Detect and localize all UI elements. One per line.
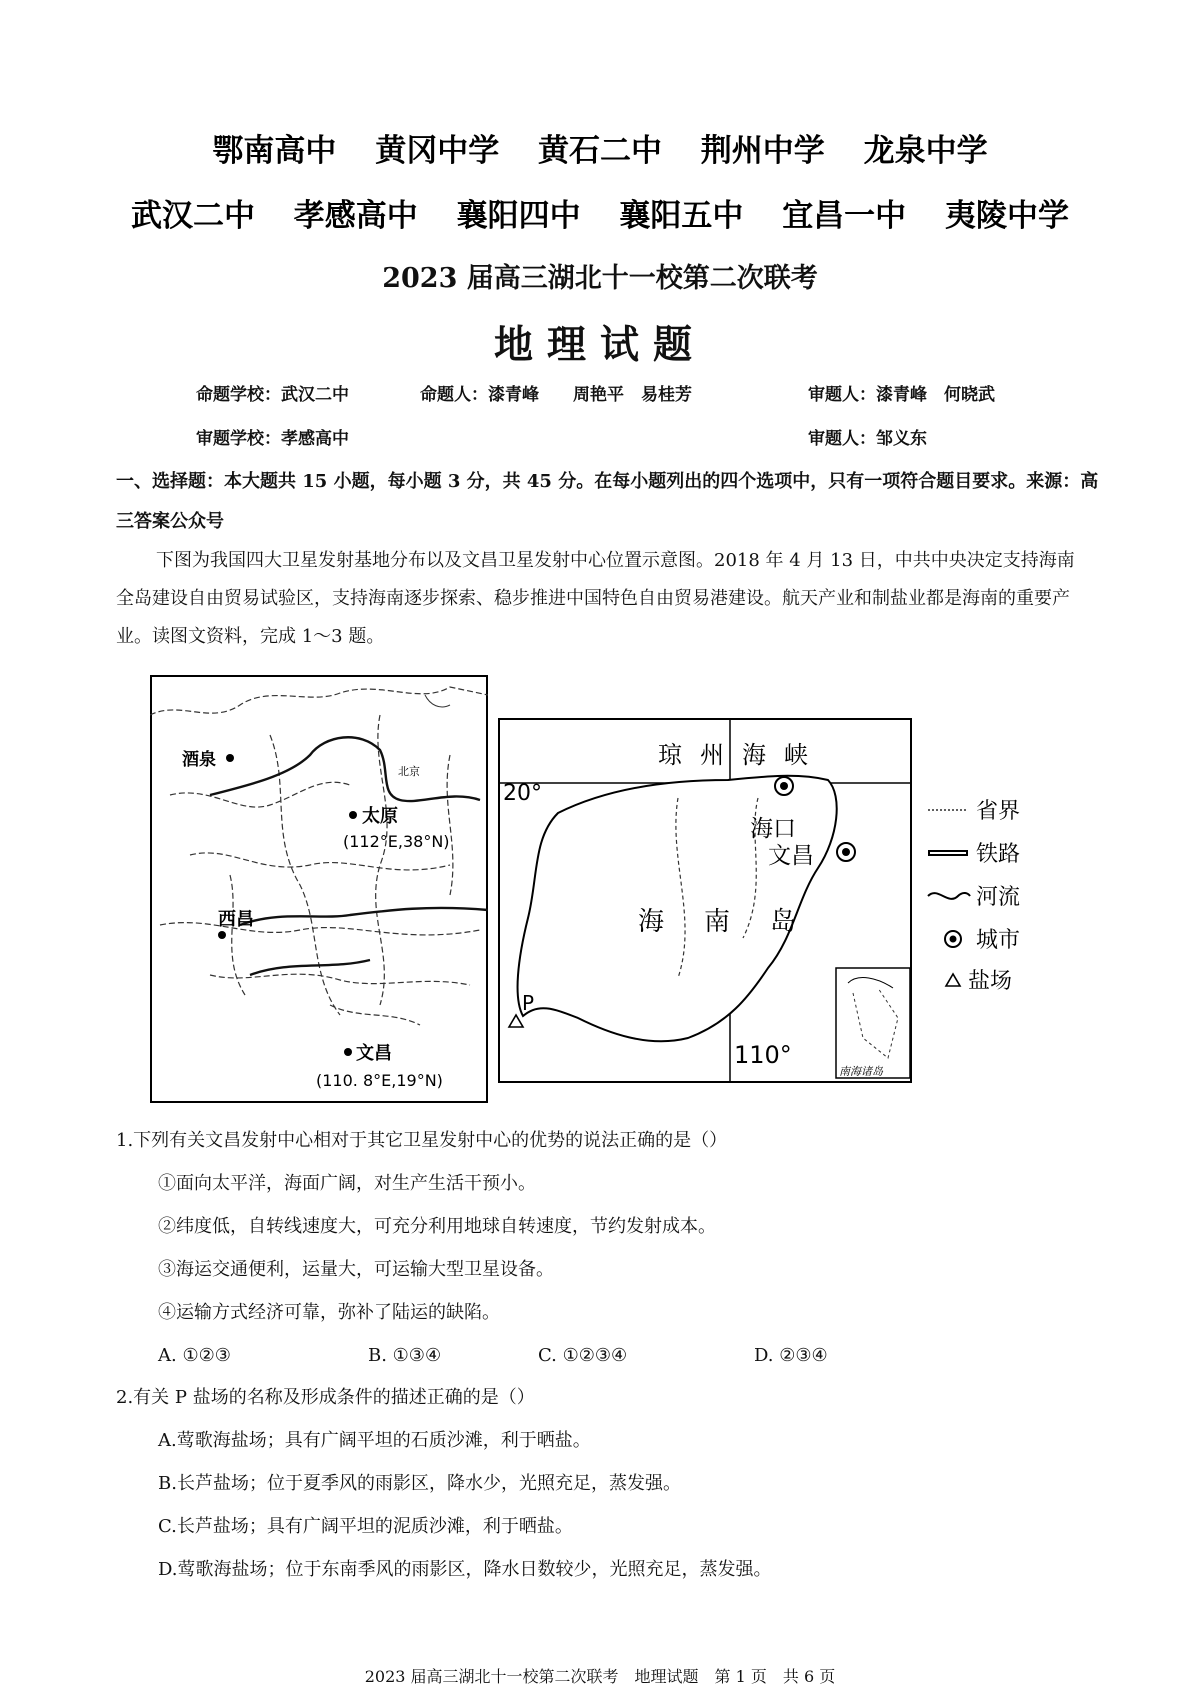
- label-p: P: [522, 991, 535, 1015]
- schools-row-1: [0, 125, 1200, 170]
- hainan-map: [498, 718, 1048, 1083]
- school-name: 黄石二中: [538, 133, 662, 169]
- school-name: 孝感高中: [293, 198, 418, 234]
- q1-item: ②纬度低，自转线速度大，可充分利用地球自转速度，节约发射成本。: [158, 1216, 716, 1237]
- school-name: 武汉二中: [131, 198, 255, 234]
- label-taiyuan: 太原: [362, 806, 398, 827]
- q1-item: ④运输方式经济可靠，弥补了陆运的缺陷。: [158, 1302, 500, 1323]
- legend-label: 城市: [976, 928, 1021, 953]
- school-name: 夷陵中学: [944, 198, 1069, 234]
- school-name: 鄂南高中: [212, 133, 337, 169]
- school-name: 襄阳五中: [619, 198, 744, 234]
- q1-option-d: D. ②③④: [754, 1345, 828, 1366]
- river-legend-icon: [928, 893, 970, 899]
- label-xichang: 西昌: [218, 909, 254, 930]
- setter-school: 命题学校：武汉二中: [196, 385, 349, 405]
- q2-option-d: D.莺歌海盐场；位于东南季风的雨影区，降水日数较少，光照充足，蒸发强。: [158, 1559, 772, 1580]
- section-heading: 一、选择题：本大题共 15 小题，每小题 3 分，共 45 分。在每小题列出的四个选项中，只有一项符合题目要求。来源：高三答案公众号: [116, 471, 1099, 532]
- jiuquan-point: [226, 754, 234, 762]
- q1-option-a: A. ①②③: [158, 1345, 231, 1366]
- setters: 命题人：漆青峰 周艳平 易桂芳: [420, 385, 692, 405]
- haikou-city-icon: [775, 777, 793, 795]
- reviewers: 审题人：漆青峰 何晓武: [808, 385, 995, 405]
- passage: 下图为我国四大卫星发射基地分布以及文昌卫星发射中心位置示意图。2018 年 4 月 13 日，中共中央决定支持海南全岛建设自由贸易试验区，支持海南逐步探索、稳步推进中国特色自由贸易港建设。航天产业和制盐业都是海南的重要产业。读图文资料，完成 1～3 题。: [116, 550, 1075, 647]
- label-jiuquan: 酒泉: [182, 750, 216, 770]
- label-haikou: 海口: [750, 816, 796, 842]
- reviewer: 审题人：邹义东: [808, 429, 927, 449]
- legend-label: 盐场: [968, 969, 1013, 994]
- school-name: 宜昌一中: [782, 198, 907, 234]
- q2-option-b: B.长芦盐场；位于夏季风的雨影区，降水少，光照充足，蒸发强。: [158, 1473, 681, 1494]
- label-strait: 琼州海峡: [658, 741, 826, 769]
- q1-item: ①面向太平洋，海面广阔，对生产生活干预小。: [158, 1173, 536, 1194]
- schools-row-2: [0, 190, 1200, 235]
- label-beijing: 北京: [398, 765, 420, 778]
- page-footer: 2023 届高三湖北十一校第二次联考 地理试题 第 1 页 共 6 页: [364, 1667, 836, 1686]
- label-taiyuan-coord: (112°E,38°N): [343, 832, 450, 851]
- q1-option-c: C. ①②③④: [538, 1345, 628, 1366]
- q2-option-a: A.莺歌海盐场；具有广阔平坦的石质沙滩，利于晒盐。: [158, 1430, 591, 1451]
- exam-title: 2023 届高三湖北十一校第二次联考: [382, 263, 818, 294]
- label-lat: 20°: [503, 781, 542, 806]
- map-legend: [928, 799, 1020, 994]
- q2-option-c: C.长芦盐场；具有广阔平坦的泥质沙滩，利于晒盐。: [158, 1516, 573, 1537]
- q1-stem: 1.下列有关文昌发射中心相对于其它卫星发射中心的优势的说法正确的是（）: [116, 1130, 728, 1151]
- label-wenchang-coord: (110. 8°E,19°N): [316, 1071, 443, 1090]
- q1-option-b: B. ①③④: [368, 1345, 442, 1366]
- salt-legend-icon: [946, 974, 960, 986]
- label-island: 海南岛: [638, 907, 837, 937]
- q1-item: ③海运交通便利，运量大，可运输大型卫星设备。: [158, 1259, 554, 1280]
- xichang-point: [218, 931, 226, 939]
- subject-title: 地理试题: [493, 323, 706, 368]
- wenchang-point: [344, 1048, 352, 1056]
- label-lon: 110°: [734, 1041, 792, 1069]
- china-launch-sites-map: [150, 675, 488, 1103]
- taiyuan-point: [349, 811, 357, 819]
- legend-label: 河流: [976, 885, 1021, 910]
- label-wenchang-hn: 文昌: [768, 843, 814, 869]
- school-name: 黄冈中学: [375, 133, 500, 169]
- legend-label: 铁路: [976, 842, 1021, 867]
- school-name: 襄阳四中: [456, 198, 581, 234]
- school-name: 龙泉中学: [863, 133, 988, 169]
- label-inset: 南海诸岛: [839, 1065, 883, 1078]
- city-legend-icon: [945, 931, 961, 947]
- label-wenchang: 文昌: [356, 1043, 392, 1064]
- school-name: 荆州中学: [700, 133, 825, 169]
- q2-stem: 2.有关 P 盐场的名称及形成条件的描述正确的是（）: [116, 1387, 535, 1408]
- wenchang-city-icon: [837, 843, 855, 861]
- review-school: 审题学校：孝感高中: [196, 429, 349, 449]
- legend-label: 省界: [976, 799, 1021, 824]
